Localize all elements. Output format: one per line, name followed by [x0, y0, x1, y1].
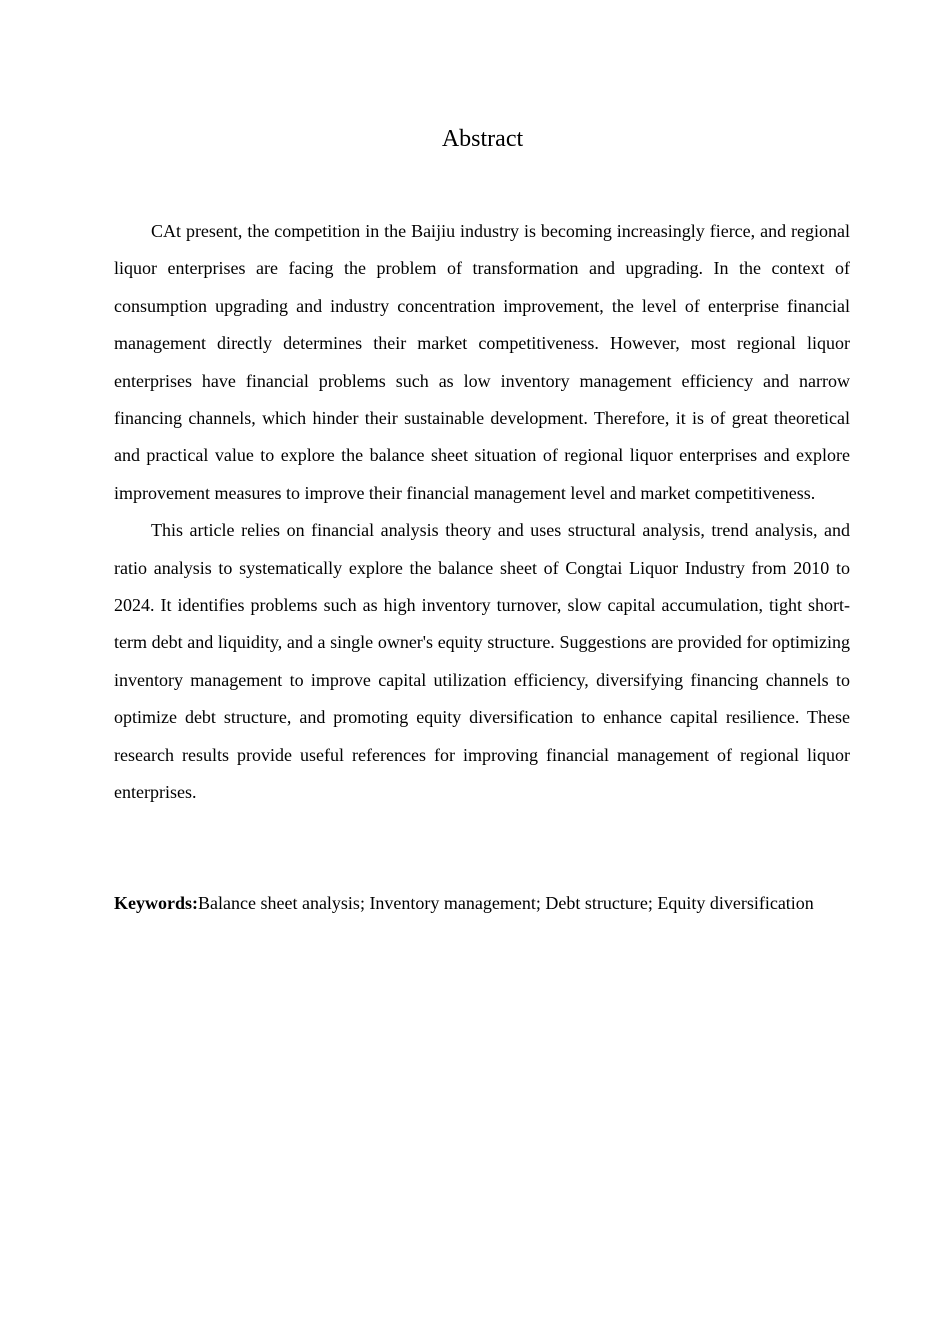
- abstract-paragraph-1: CAt present, the competition in the Baijiu industry is becoming increasingly fierce, and regional liquor enterprises are facing the problem of transformation and upgrading. In the context of consumption upgrading and industry concentration improvement, the level of enterprise financial management directly determines their market competitiveness. However, most regional liquor enterprises have financial problems such as low inventory management efficiency and narrow financing channels, which hinder their sustainable development. Therefore, it is of great theoretical and practical value to explore the balance sheet situation of regional liquor enterprises and explore improvement measures to improve their financial management level and market competitiveness.: [114, 221, 850, 503]
- abstract-paragraph-2: This article relies on financial analysis theory and uses structural analysis, trend analysis, and ratio analysis to systematically explore the balance sheet of Congtai Liquor Industry from 2010 to 2024. It identifies problems such as high inventory turnover, slow capital accumulation, tight short-term debt and liquidity, and a single owner's equity structure. Suggestions are provided for optimizing inventory management to improve capital utilization efficiency, diversifying financing channels to optimize debt structure, and promoting equity diversification to enhance capital resilience. These research results provide useful references for improving financial management of regional liquor enterprises.: [114, 520, 850, 803]
- abstract-title: Abstract: [441, 126, 524, 152]
- keywords-line: [114, 884, 850, 922]
- keywords-label: Keywords:: [114, 893, 198, 913]
- keywords-text: Balance sheet analysis; Inventory management; Debt structure; Equity diversification: [198, 893, 814, 913]
- abstract-body: [114, 213, 850, 812]
